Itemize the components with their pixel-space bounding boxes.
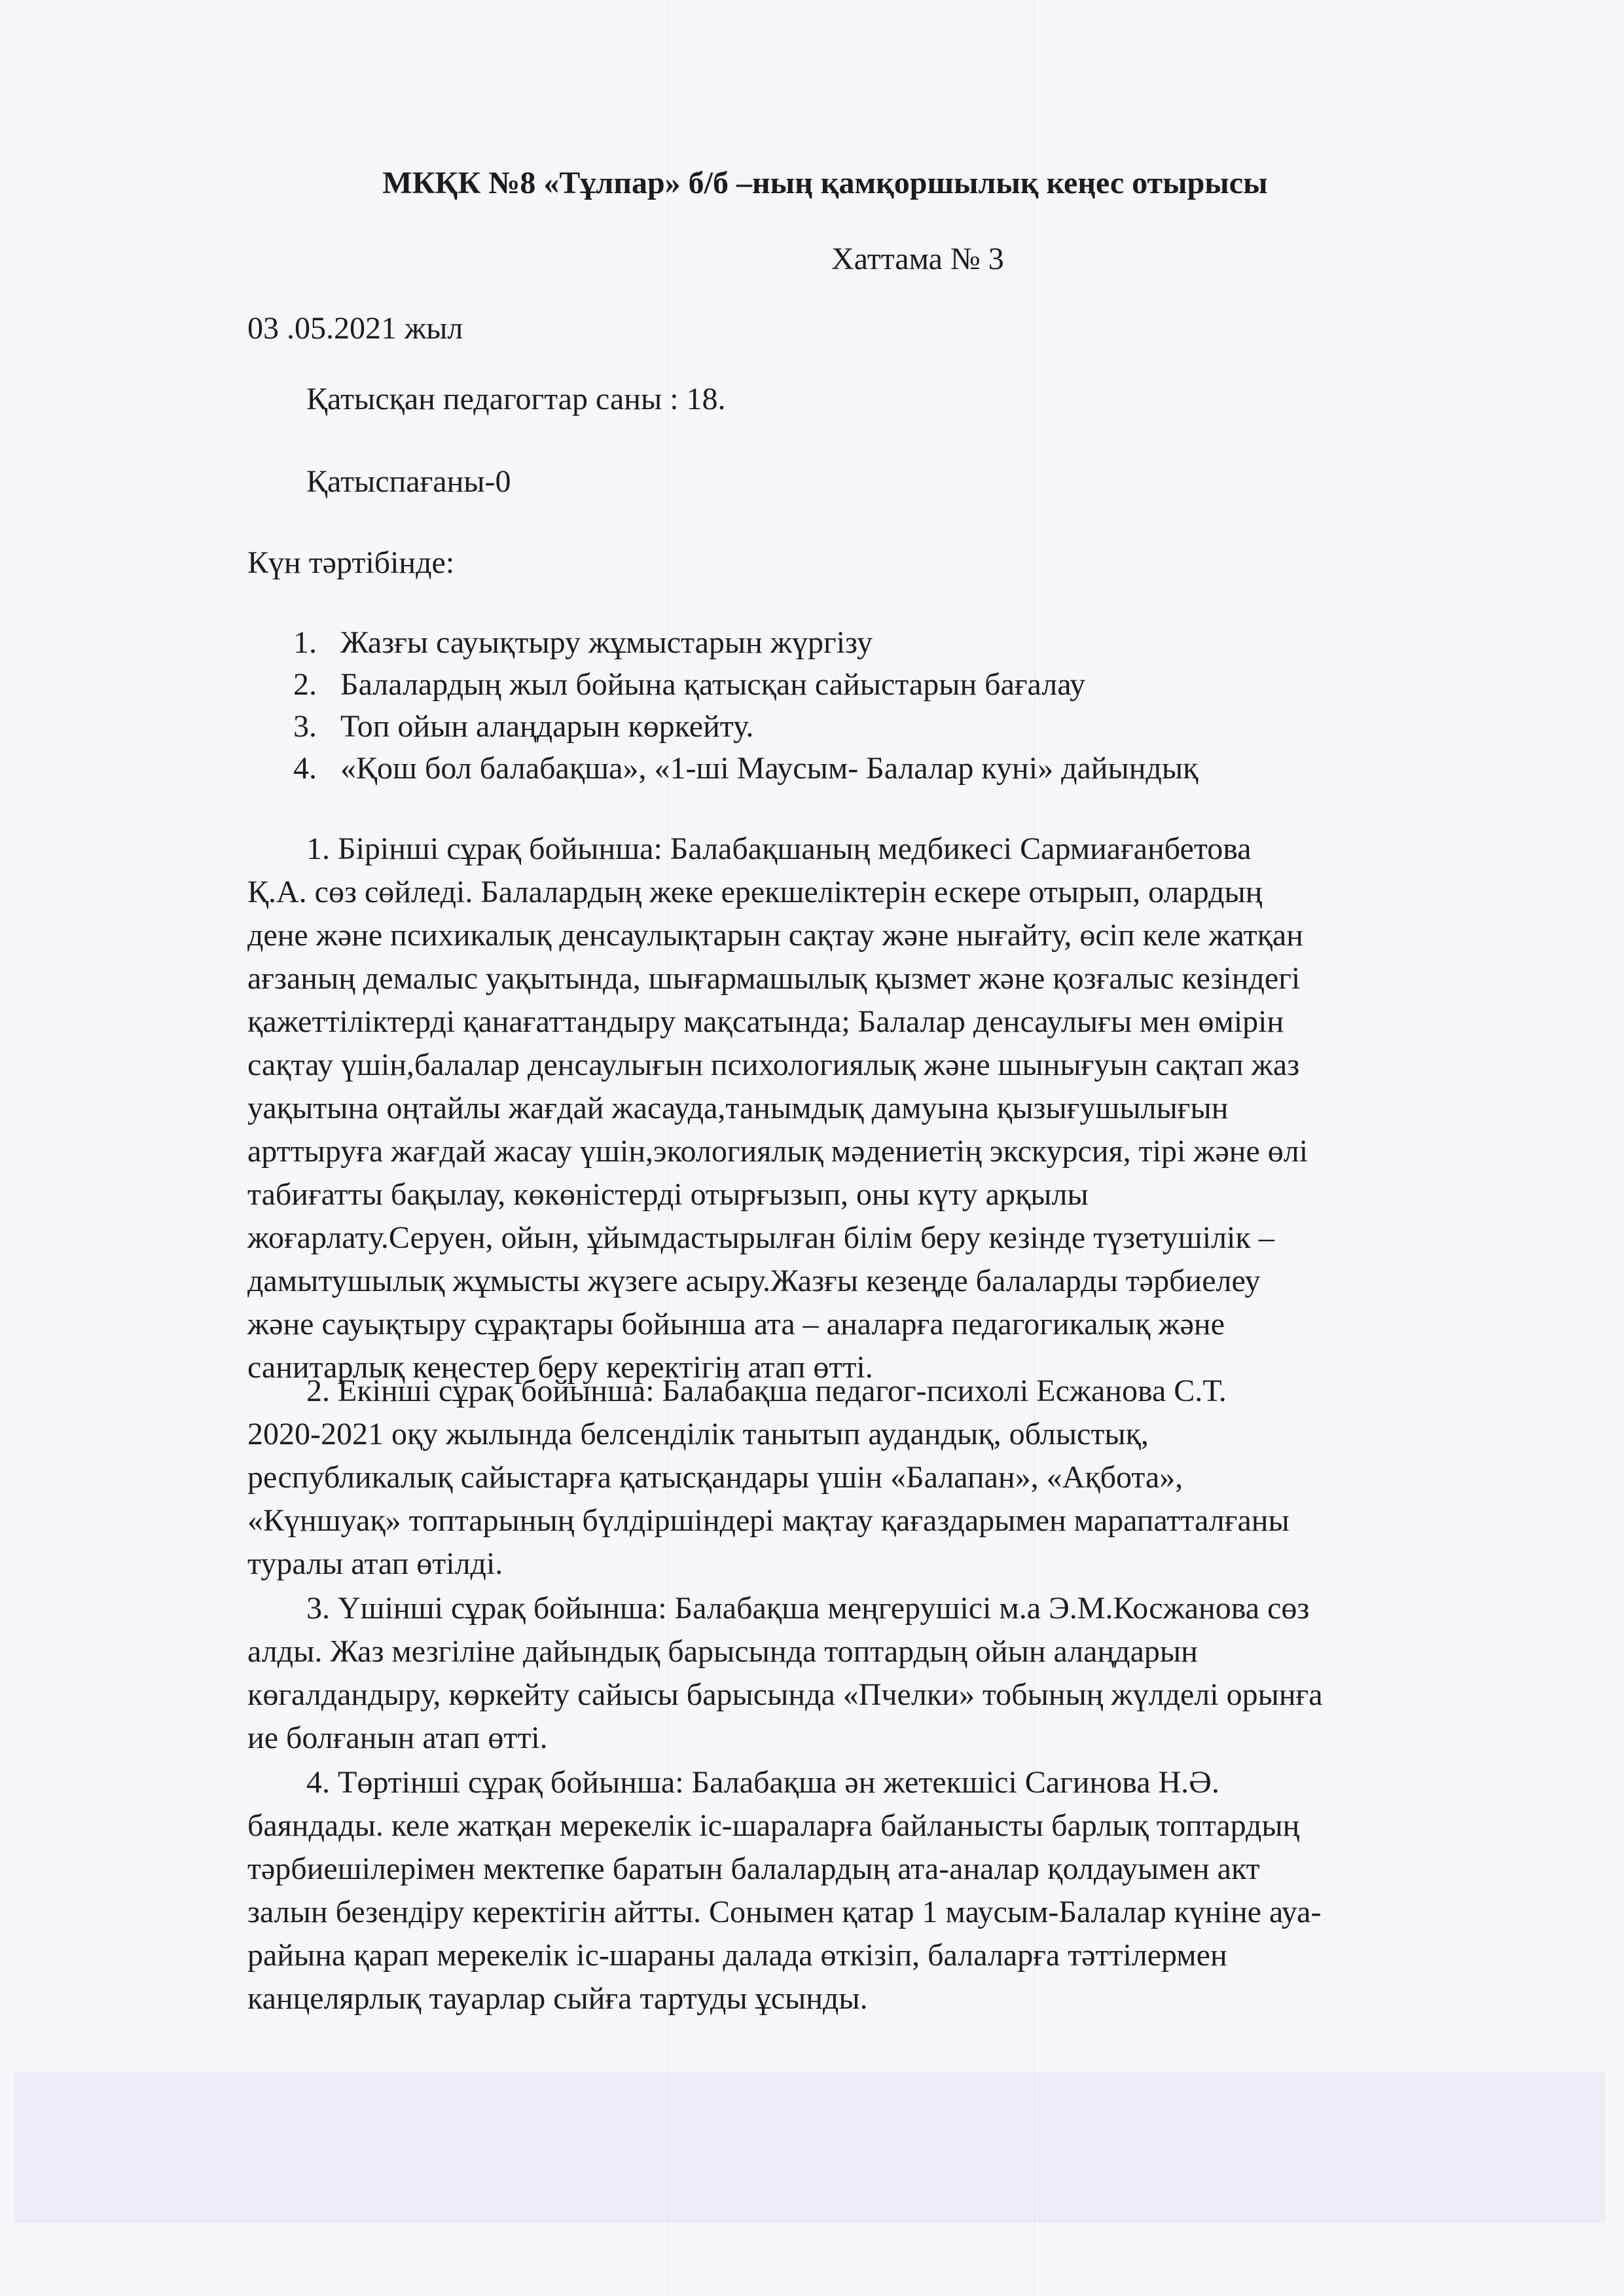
- paragraph-line: канцелярлық тауарлар сыйға тартуды ұсынды.: [247, 1981, 868, 2016]
- paragraph-line: уақытына оңтайлы жағдай жасауда,танымдық дамуына қызығушылығын: [247, 1091, 1229, 1125]
- paragraph-line: алды. Жаз мезгіліне дайындық барысында топтардың ойын алаңдарын: [247, 1634, 1198, 1669]
- discussion-paragraph-1: [247, 828, 1445, 1389]
- agenda-item-text: Балалардың жыл бойына қатысқан сайыстарын бағалау: [340, 667, 1086, 702]
- paragraph-line: тәрбиешілерімен мектепке баратын балалардың ата-аналар қолдауымен акт: [247, 1851, 1260, 1886]
- protocol-number: Хаттама № 3: [831, 242, 1004, 276]
- paragraph-line: табиғатты бақылау, көкөністерді отырғызып, оны күту арқылы: [247, 1177, 1089, 1212]
- paragraph-line: 3. Үшінші сұрақ бойынша: Балабақша меңгерушісі м.а Э.М.Косжанова сөз: [306, 1591, 1310, 1626]
- paragraph-line: және сауықтыру сұрақтары бойынша ата – аналарға педагогикалық және: [247, 1307, 1225, 1341]
- paragraph-line: санитарлық кеңестер беру керектігін атап өтті.: [247, 1350, 873, 1385]
- agenda-item-number: 1.: [293, 625, 317, 660]
- agenda-item-number: 2.: [293, 667, 317, 702]
- attendance-absent: Қатысп​ағаны-0: [306, 464, 511, 499]
- agenda-list: [293, 622, 1198, 790]
- paragraph-line: республикалық сайыстарға қатысқандары үшін «Балапан», «Ақбота»,: [247, 1460, 1183, 1495]
- paragraph-line: «Күншуақ» топтарының бүлдіршіндері мақтау қағаздарымен марапатталғаны: [247, 1503, 1290, 1538]
- paragraph-line: 2. Екінші сұрақ бойынша: Балабақша педагог-психолі Есжанова С.Т.: [306, 1374, 1227, 1408]
- agenda-item-text: Топ ойын алаңдарын көркейту.: [340, 709, 754, 744]
- paragraph-line: Қ.А. сөз сөйледі. Балалардың жеке ерекшеліктерін ескере отырып, олардың: [247, 875, 1263, 909]
- paragraph-line: жоғарлату.Серуен, ойын, ұйымдастырылған білім беру кезінде түзетушілік –: [247, 1220, 1274, 1255]
- agenda-heading: Күн тәртібінде:: [247, 545, 455, 580]
- discussion-paragraph-2: [247, 1370, 1445, 1586]
- paragraph-line: сақтау үшін,балалар денсаулығын психологиялық және шынығуын сақтап жаз: [247, 1048, 1300, 1082]
- meeting-date: 03 .05.2021 жыл: [247, 311, 463, 346]
- paragraph-line: райына қарап мерекелік іс-шараны далада өткізіп, балаларға тәттілермен: [247, 1938, 1227, 1973]
- paragraph-line: дамытушылық жұмысты жүзеге асыру.Жазғы кезеңде балаларды тәрбиелеу: [247, 1264, 1261, 1298]
- agenda-item: [293, 706, 1198, 748]
- agenda-item-text: «Қош бол балабақша», «1-ші Маусым- Балалар куні» дайындық: [340, 751, 1199, 786]
- paragraph-line: 4. Төртінші сұрақ бойынша: Балабақша ән жетекшісі Сагинова Н.Ә.: [306, 1765, 1219, 1800]
- paragraph-line: ағзаның демалыс уақытында, шығармашылық қызмет және қозғалыс кезіндегі: [247, 961, 1301, 996]
- paragraph-line: залын безендіру керектігін айтты. Сонымен қатар 1 маусым-Балалар күніне ауа-: [247, 1895, 1322, 1929]
- paragraph-line: дене және психикалық денсаулықтарын сақтау және нығайту, өсіп келе жатқан: [247, 918, 1303, 953]
- discussion-paragraph-4: [247, 1761, 1445, 2020]
- paragraph-line: көгалдандыру, көркейту сайысы барысында «Пчелки» тобының жүлделі орынға: [247, 1677, 1323, 1712]
- paragraph-line: баяндады. келе жатқан мерекелік іс-шараларға байланысты барлық топтардың: [247, 1808, 1300, 1843]
- paragraph-line: ие болғанын атап өтті.: [247, 1721, 548, 1755]
- paragraph-line: туралы атап өтілді.: [247, 1546, 503, 1581]
- paragraph-line: қажеттіліктерді қанағаттандыру мақсатында; Балалар денсаулығы мен өмірін: [247, 1004, 1284, 1039]
- paragraph-line: 2020-2021 оқу жылында белсенділік танытып аудандық, облыстық,: [247, 1417, 1149, 1451]
- agenda-item-number: 4.: [293, 751, 317, 786]
- agenda-item: [293, 622, 1198, 664]
- agenda-item: [293, 664, 1198, 706]
- document-title: МКҚК №8 «Тұлпар» б/б –ның қамқоршылық кеңес отырысы: [382, 166, 1268, 200]
- discussion-paragraph-3: [247, 1587, 1445, 1760]
- agenda-item-number: 3.: [293, 709, 317, 744]
- attendance-present: Қатысқан педагогтар саны : 18.: [306, 382, 726, 416]
- paragraph-line: 1. Бірінші сұрақ бойынша: Балабақшаның медбикесі Сармиағанбетова: [306, 831, 1252, 866]
- paragraph-line: арттыруға жағдай жасау үшін,экологиялық мәдениетің экскурсия, тірі және өлі: [247, 1134, 1308, 1169]
- agenda-item-text: Жазғы сауықтыру жұмыстарын жүргізу: [340, 625, 873, 660]
- agenda-item: [293, 748, 1198, 790]
